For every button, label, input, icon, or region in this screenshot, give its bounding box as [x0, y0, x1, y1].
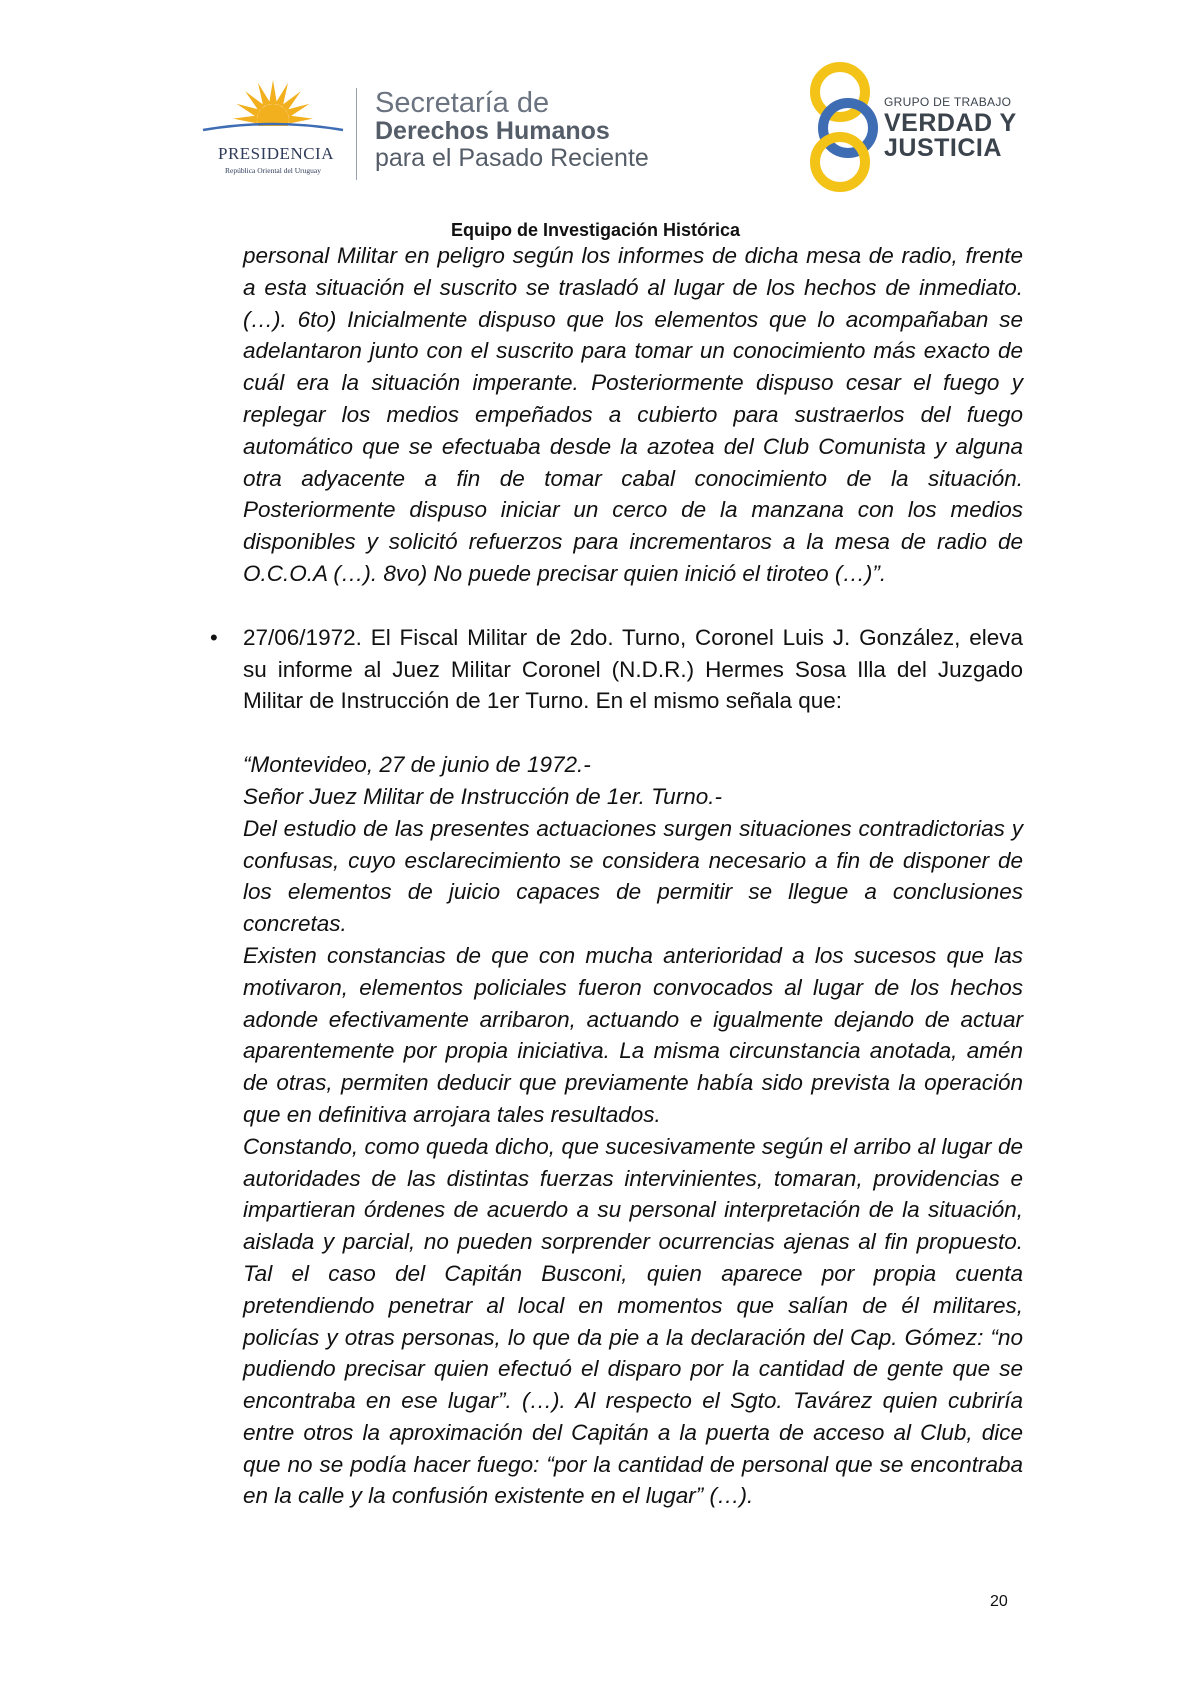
grupo-line-3: JUSTICIA: [884, 134, 1002, 162]
bullet-item: [210, 622, 1023, 717]
quote-paragraph-2: Existen constancias de que con mucha anterioridad a los sucesos que las motivaron, elementos policiales fueron convocados al lugar de los hechos adonde efectivamente arribaron, actuando e igualmente dejando de actuar aparentemente por propia iniciativa. La misma circunstancia anotada, amén de otras, permiten deducir que previamente había sido prevista la operación que en definitiva arrojara tales resultados.: [243, 942, 1023, 1127]
secretaria-line-3: para el Pasado Reciente: [375, 143, 649, 172]
bullet-text: 27/06/1972. El Fiscal Militar de 2do. Turno, Coronel Luis J. González, eleva su informe al Juez Militar Coronel (N.D.R.) Hermes Sosa Illa del Juzgado Militar de Instrucción de 1er Turno. En el mismo señala que:: [243, 624, 1023, 714]
secretaria-line-1: Secretaría de: [375, 87, 550, 119]
presidencia-subtitle: República Oriental del Uruguay: [224, 166, 321, 175]
bullet-marker: •: [210, 624, 218, 650]
sun-emblem-icon: [198, 78, 348, 148]
page-header: [0, 0, 1191, 240]
paragraph-testimony: personal Militar en peligro según los informes de dicha mesa de radio, frente a esta situación el suscrito se trasladó al lugar de los hechos de inmediato. (…). 6to) Inicialmente dispuso que los elementos que lo acompañaban se adelantaron junto con el suscrito para tomar un conocimiento más exacto de cuál era la situación imperante. Posteriormente dispuso cesar el fuego y replegar los medios empeñados a cubierto para sustraerlos del fuego automático que se efectuaba desde la azotea del Club Comunista y alguna otra adyacente a fin de tomar cabal conocimiento de la situación. Posteriormente dispuso iniciar un cerco de la manzana con los medios disponibles y solicitó refuerzos para incrementaros a la mesa de radio de O.C.O.A (…). 8vo) No puede precisar quien inició el tiroteo (…)”.: [243, 243, 1023, 586]
team-title: Equipo de Investigación Histórica: [450, 220, 741, 240]
header-divider: [356, 88, 357, 180]
quote-line-date: “Montevideo, 27 de junio de 1972.-: [243, 752, 591, 778]
grupo-line-1: GRUPO DE TRABAJO: [884, 95, 1012, 109]
presidencia-logo: [198, 78, 348, 178]
quote-line-addressee: Señor Juez Militar de Instrucción de 1er. Turno.-: [243, 783, 722, 809]
secretaria-line-2: Derechos Humanos: [375, 117, 610, 146]
presidencia-word: PRESIDENCIA: [217, 144, 334, 163]
grupo-trabajo-text: [884, 96, 1017, 161]
document-body: [210, 240, 1023, 1512]
quote-paragraph-1: Del estudio de las presentes actuaciones surgen situaciones contradictorias y confusas, cuyo esclarecimiento se considera necesario a fin de disponer de los elementos de juicio capaces de permitir se llegue a conclusiones concretas.: [243, 815, 1023, 937]
secretaria-logo-text: [375, 88, 649, 171]
grupo-line-2: VERDAD Y: [884, 109, 1017, 137]
quote-paragraph-3: Constando, como queda dicho, que sucesivamente según el arribo al lugar de autoridades de las distintas fuerzas intervinientes, tomaran, providencias e impartieran órdenes de acuerdo a su personal interpretación de la situación, aislada y parcial, no pueden sorprender ocurrencias ajenas al fin propuesto. Tal el caso del Capitán Busconi, quien aparece por propia cuenta pretendiendo penetrar al local en momentos que salían de él militares, policías y otras personas, lo que da pie a la declaración del Cap. Gómez: “no pudiendo precisar quien efectuó el disparo por la cantidad de gente que se encontraba en ese lugar”. (…). Al respecto el Sgto. Tavárez quien cubriría entre otros la aproximación del Capitán a la puerta de acceso al Club, dice que no se podía hacer fuego: “por la cantidad de personal que se encontraba en la calle y la confusión existente en el lugar” (…).: [243, 1133, 1023, 1509]
page-number: 20: [990, 1593, 1008, 1610]
